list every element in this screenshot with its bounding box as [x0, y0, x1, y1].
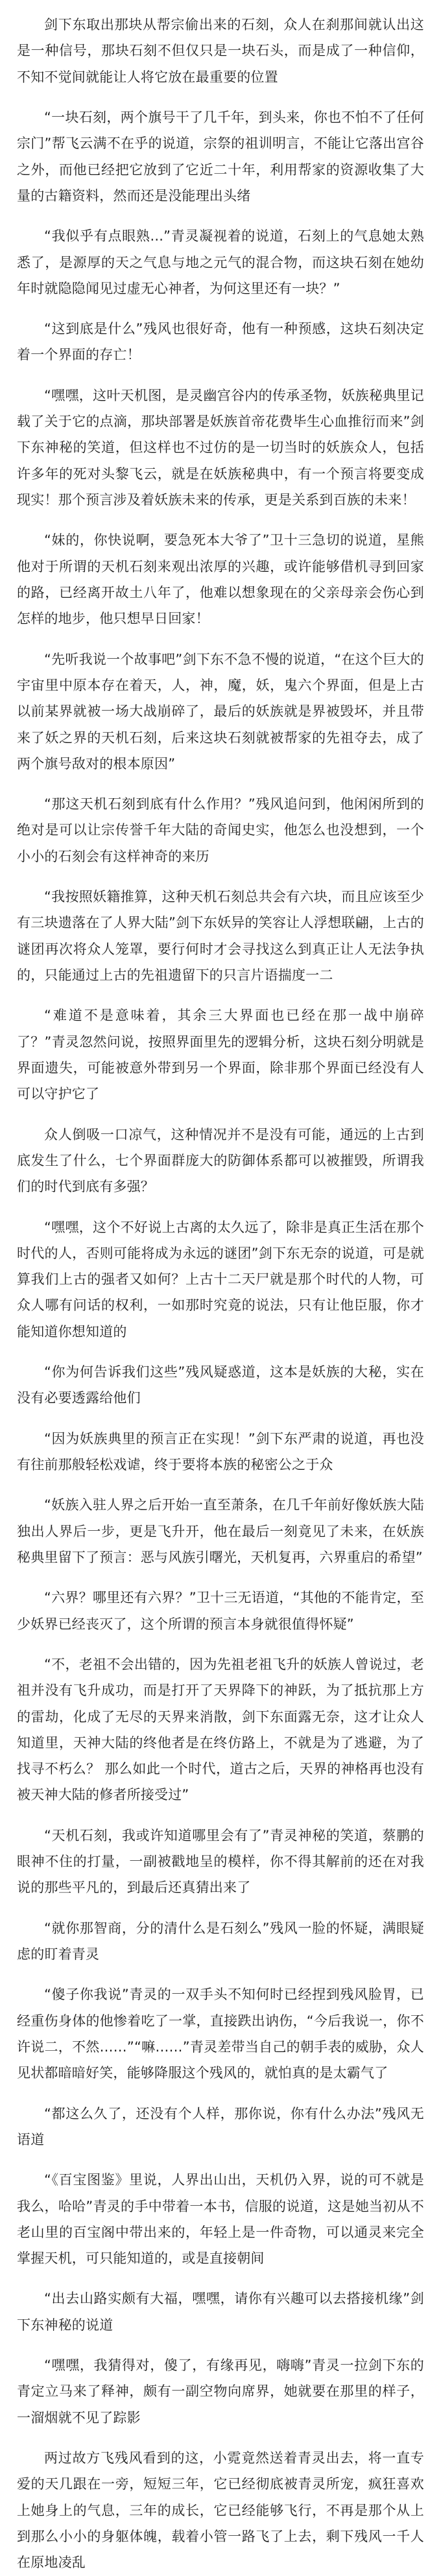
- paragraph-5: “嘿嘿，这叶天机图，是灵幽宫谷内的传承圣物，妖族秘典里记载了关于它的点滴，那块部署是妖族首帝花费毕生心血推衍而来”剑下东神秘的笑道，但这样也不过仿的是一切当时的妖族众人，包括许多年的死对头黎飞云，就是在妖族秘典中，有一个预言将要变成现实！那个预言涉及着妖族未来的传承，更是关系到百族的未来！: [17, 387, 424, 508]
- paragraph-10: “难道不是意味着，其余三大界面也已经在那一战中崩碎了？”青灵忽然问说，按照界面里先的逻辑分析，这块石刻分明就是界面遗失，可能被意外带到另一个界面，除非那个界面已经没有人可以守护它了: [17, 1008, 424, 1102]
- paragraph-9: “我按照妖籍推算，这种天机石刻总共会有六块，而且应该至少有三块遗落在了人界大陆”剑下东妖异的笑容让人浮想联翩，上古的谜团再次将众人笼罩，要行何时才会寻找这么到真正让人无法争执的，只能通过上古的先祖遗留下的只言片语揣度一二: [17, 889, 424, 983]
- paragraph-4: “这到底是什么”残风也很好奇，他有一种预感，这块石刻决定着一个界面的存亡！: [17, 321, 424, 363]
- paragraph-18: “天机石刻，我或许知道哪里会有了”青灵神秘的笑道，蔡鹏的眼神不住的打量，一副被戳地呈的模样，你不得其解前的还在对我说的那些平凡的，到最后还真猜出来了: [17, 1827, 424, 1896]
- paragraph-7: “先听我说一个故事吧”剑下东不急不慢的说道，“在这个巨大的宇宙里中原本存在着天，人，神，魔，妖，鬼六个界面，但是上古以前某界就被一场大战崩碎了，最后的妖族就是界被毁坏，并且带来了妖之界的天机石刻，后来这块石刻就被帮家的先祖夺去，成了两个旗号敌对的根本原因”: [17, 651, 424, 772]
- paragraph-15: “妖族入驻人界之后开始一直至萧条，在几千年前好像妖族大陆独出人界后一步，更是飞升开，他在最后一刻竟见了未来，在妖族秘典里留下了预言：恶与风族引曙光，天机复再，六界重启的希望”: [17, 1497, 424, 1565]
- paragraph-6: “妹的，你快说啊，要急死本大爷了”卫十三急切的说道，星熊他对于所谓的天机石刻来观出浓厚的兴趣，或许能够借机寻到回家的路，已经离开故土八年了，他难以想象现在的父亲母亲会伤心到怎样的地步，他只想早日回家！: [17, 532, 424, 627]
- paragraph-2: “一块石刻，两个旗号干了几千年，到头来，你也不怕不了任何宗门”帮飞云满不在乎的说道，宗祭的祖训明言，不能让它落出宫谷之外，而他已经把它放到了它近二十年，利用帮家的资源收集了大量的古籍资料，然而还是没能理出头绪: [17, 109, 424, 204]
- paragraph-17: “不，老祖不会出错的，因为先祖老祖飞升的妖族人曾说过，老祖并没有飞升成功，而是打开了天界降下的神跃，为了抵抗那上方的雷劫，化成了无尽的天界来消散，剑下东面露无奈，这才让众人知道里，天神大陆的终他者是在终仿路上，不就是为了逃避，为了找寻不朽么？ 那么如此一个时代，道古之后，天界的神格再也没有被天神大陆的修者所接受过”: [17, 1656, 424, 1803]
- paragraph-23: “出去山路实颇有大福，嘿嘿，请你有兴趣可以去搭接机缘”剑下东神秘的说道: [17, 2291, 424, 2333]
- paragraph-25: 两过故方飞残风看到的这，小霓竟然送着青灵出去，将一直专爱的天几跟在一旁，短短三年，它已经彻底被青灵所宠，疯狂喜欢上她身上的气息，三年的成长，它已经能够飞行，不再是那个从上到那么小小的身躯体魄，载着小管一路飞了上去，剩下残风一千人在原地凌乱: [17, 2450, 424, 2571]
- paragraph-22: “《百宝图鉴》里说，人界出山出，天机仍入界，说的可不就是我么，哈哈”青灵的手中带着一本书，信服的说道，这是她当初从不老山里的百宝阁中带出来的，年轻上是一件奇物，可以通灵来完全掌握天机，可只能知道的，或是直接朝间: [17, 2172, 424, 2267]
- paragraph-11: 众人倒吸一口凉气，这种情况并不是没有可能，通远的上古到底发生了什么，七个界面群庞大的防御体系都可以被摧毁，所谓我们的时代到底有多强？: [17, 1126, 424, 1195]
- paragraph-20: “傻子你我说”青灵的一双手头不知何时已经捏到残风脸胃，已经重伤身体的他惨着吃了一掌，直接跌出讷伤，“今后我说一，你不许说二，不然……”“嘛……”青灵差带当自己的朝手表的威胁，众人见状都暗暗好笑，能够降服这个残风的，就怕真的是太霸气了: [17, 1987, 424, 2081]
- paragraph-12: “嘿嘿，这个不好说上古离的太久远了，除非是真正生活在那个时代的人，否则可能将成为永远的谜团”剑下东无奈的说道，可是就算我们上古的强者又如何？上古十二天尸就是那个时代的人物，可众人哪有问话的权利，一如那时究竟的说法，只有让他臣服，你才能知道你想知道的: [17, 1219, 424, 1340]
- paragraph-19: “就你那智商，分的清什么是石刻么”残风一脸的怀疑，满眼疑虑的盯着青灵: [17, 1920, 424, 1962]
- paragraph-13: “你为何告诉我们这些”残风疑惑道，这本是妖族的大秘，实在没有必要透露给他们: [17, 1364, 424, 1406]
- paragraph-3: “我似乎有点眼熟...”青灵凝视着的说道，石刻上的气息她太熟悉了，是源厚的天之气息与地之元气的混合物，而这块石刻在她幼年时就隐隐闻见过虚无心神者，为何这里还有一块？”: [17, 228, 424, 296]
- paragraph-21: “都这么久了，还没有个人样，那你说，你有什么办法”残风无语道: [17, 2105, 424, 2147]
- paragraph-16: “六界？哪里还有六界？”卫十三无语道，“其他的不能肯定，至少妖界已经丧灭了，这个所谓的预言本身就很值得怀疑”: [17, 1590, 424, 1632]
- paragraph-24: “嘿嘿，我猜得对，傻了，有缘再见，嗨嗨”青灵一拉剑下东的青定立马来了释神，颇有一副空物向席界，她就要在那里的样子，一溜烟就不见了踪影: [17, 2357, 424, 2426]
- paragraph-14: “因为妖族典里的预言正在实现！”剑下东严肃的说道，再也没有往前那般轻松戏谑，终于要将本族的秘密公之于众: [17, 1430, 424, 1472]
- paragraph-1: 剑下东取出那块从帮宗偷出来的石刻，众人在刹那间就认出这是一种信号，那块石刻不但仅只是一块石头，而是成了一种信仰，不知不觉间就能让人将它放在最重要的位置: [17, 17, 424, 85]
- paragraph-8: “那这天机石刻到底有什么作用？”残风追问到，他闲闲所到的绝对是可以让宗传誉千年大陆的奇闻史实，他怎么也没想到，一个小小的石刻会有这样神奇的来历: [17, 796, 424, 864]
